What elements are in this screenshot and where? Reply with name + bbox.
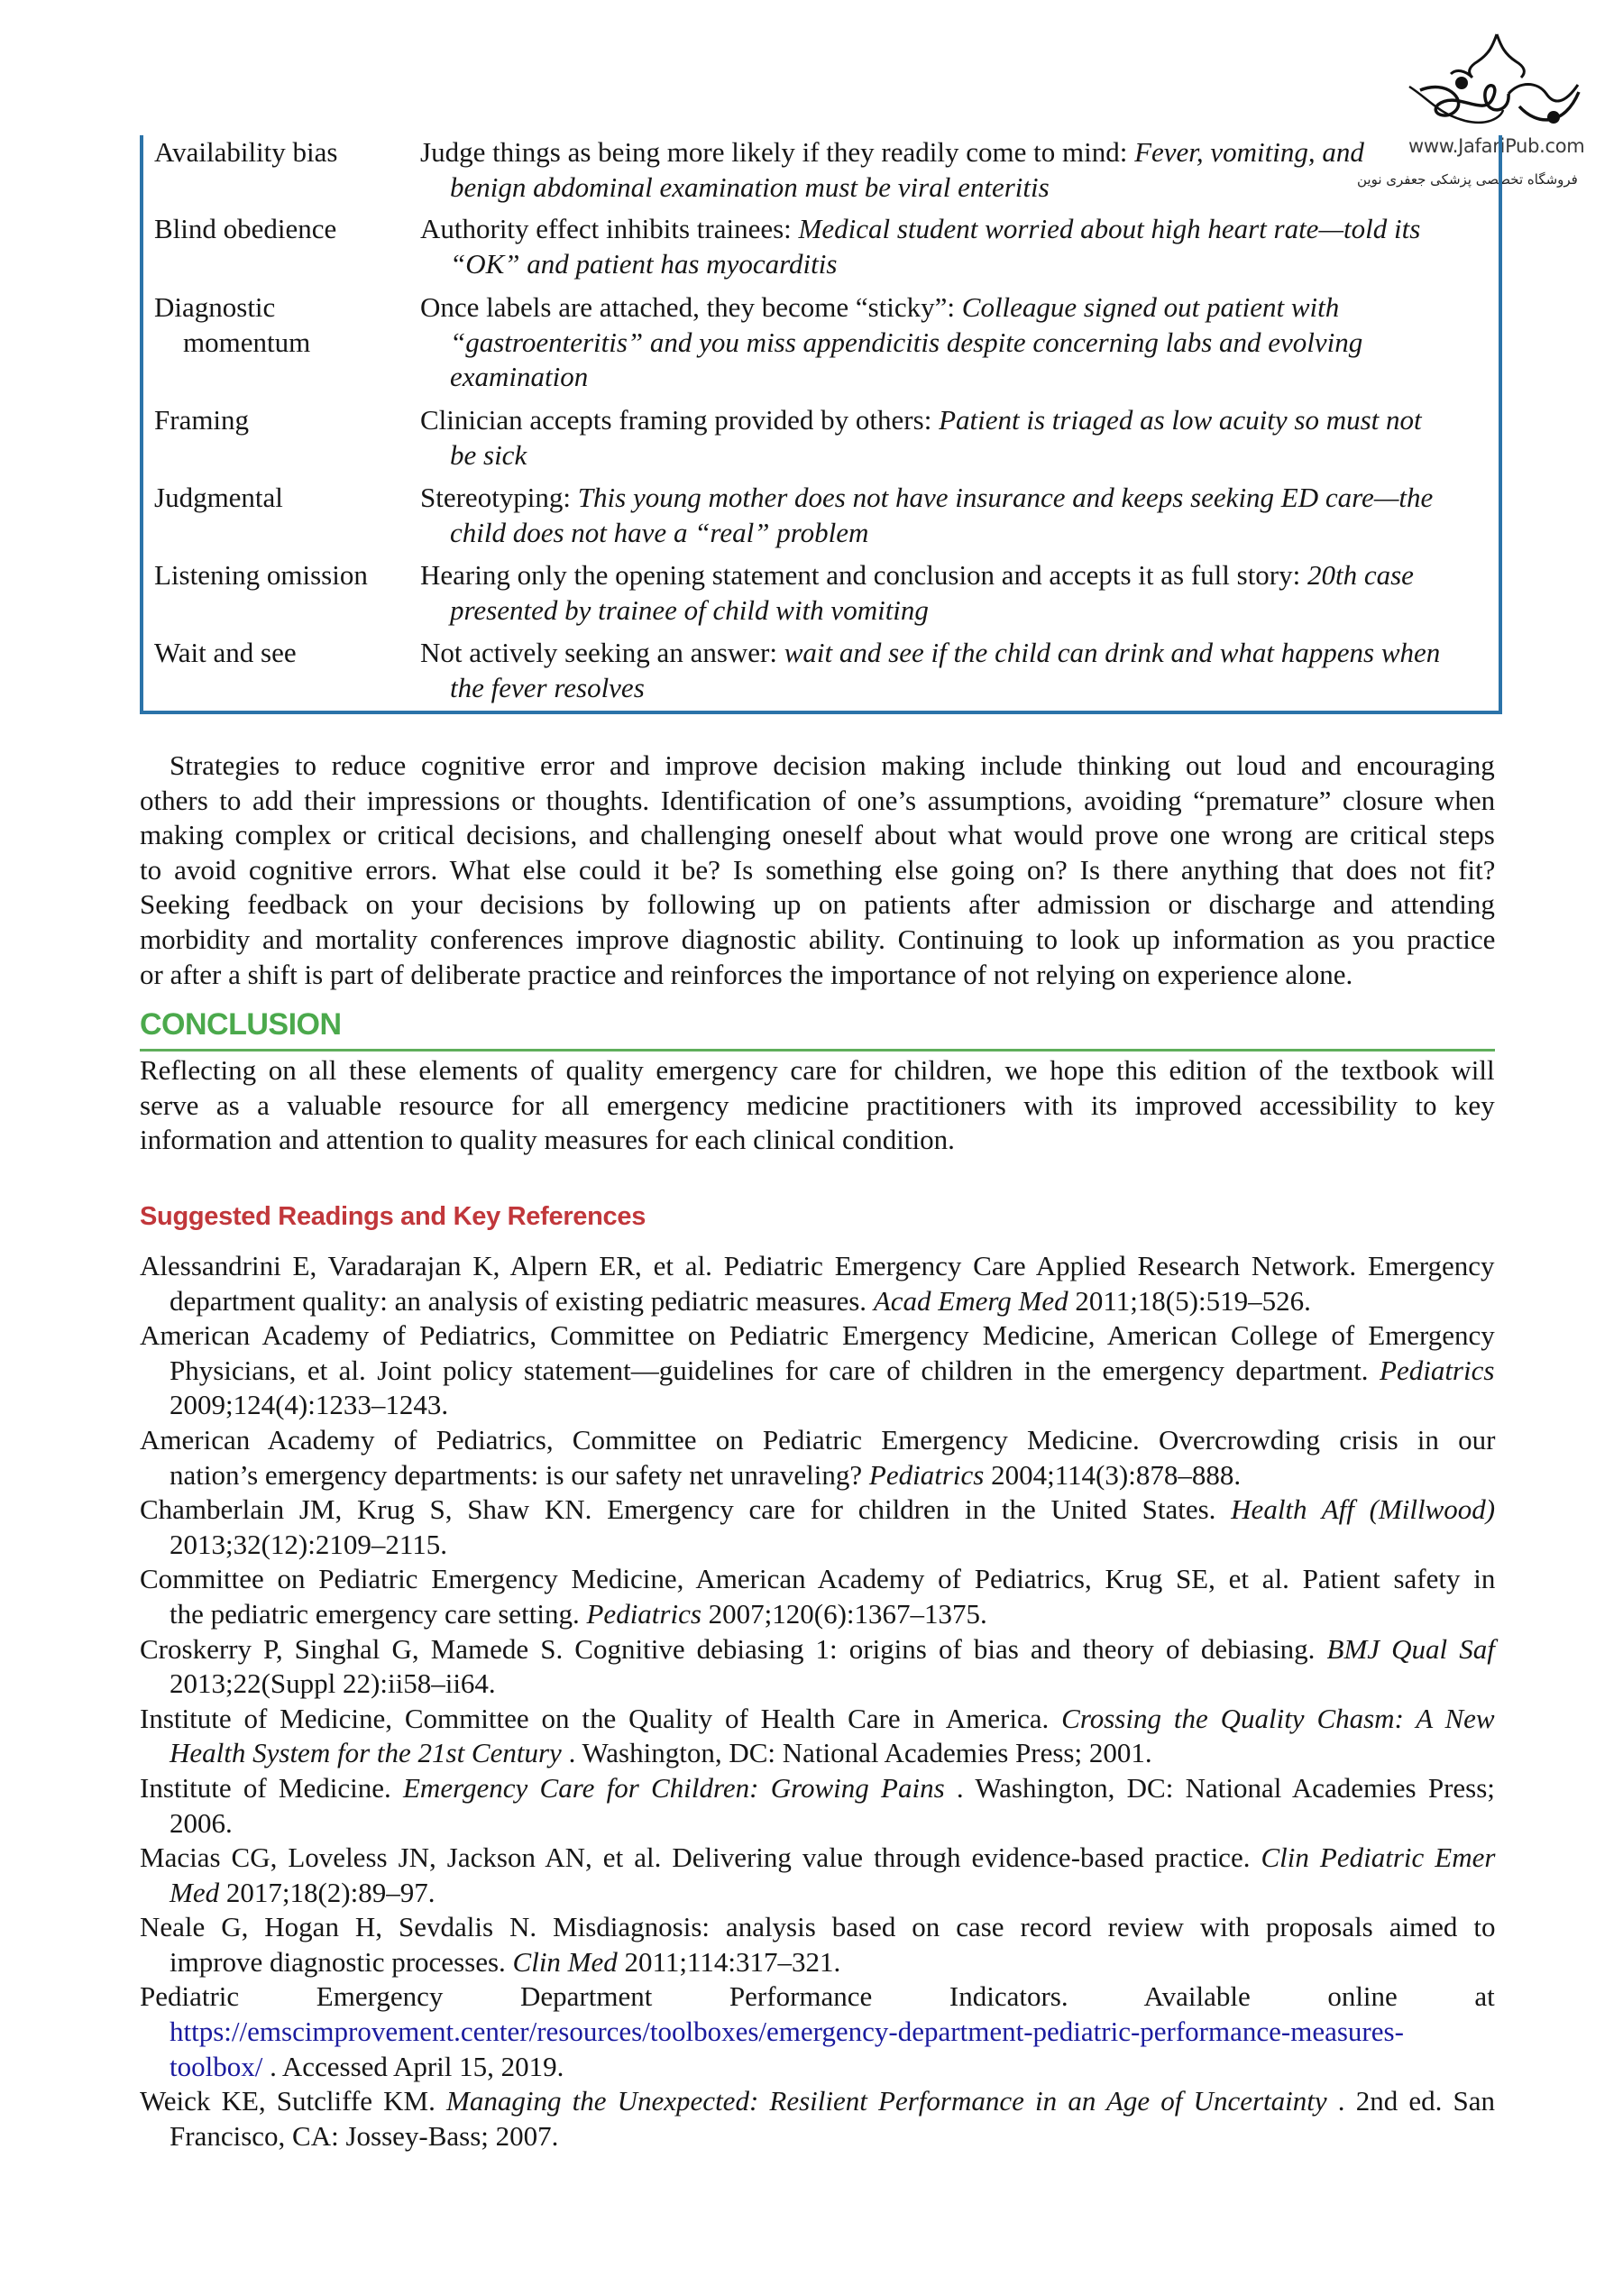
reference-item: Croskerry P, Singhal G, Mamede S. Cognitive debiasing 1: origins of bias and theory of debiasing. BMJ Qual Saf 2013;22(Suppl 22):ii58–ii64. bbox=[140, 1632, 1495, 1700]
bias-term: Diagnostic momentum bbox=[154, 291, 311, 358]
conclusion-heading: CONCLUSION bbox=[140, 1007, 342, 1042]
reference-item: Pediatric Emergency Department Performance Indicators. Available online at https://emscimprovement.center/resources/toolboxes/emergency-department-pediatric-performance-measures- toolbox/ . Accessed April 15, 2019. bbox=[140, 1980, 1495, 2082]
bias-description: Judge things as being more likely if they readily come to mind: Fever, vomiting, and benign abdominal examination must be viral enteritis bbox=[420, 136, 1364, 203]
conclusion-paragraph: Reflecting on all these elements of quality emergency care for children, we hope this edition of the textbook will serve as a valuable resource for all emergency medicine practitioners with its improved accessibility to key information and attention to quality measures for each clinical condition. bbox=[140, 1054, 1495, 1156]
reference-item: Alessandrini E, Varadarajan K, Alpern ER, et al. Pediatric Emergency Care Applied Research Network. Emergency department quality: an analysis of existing pediatric measures. Acad Emerg Med 2011;18(5):519–526. bbox=[140, 1250, 1495, 1317]
watermark-url: www.JafariPub.com bbox=[1408, 135, 1585, 157]
calligraphy-logo-icon bbox=[1402, 27, 1591, 135]
reference-url-link[interactable]: https://emscimprovement.center/resources/toolboxes/emergency-department-pediatric-performance-measures- bbox=[170, 2016, 1404, 2048]
bias-term: Availability bias bbox=[154, 136, 338, 168]
watermark-tagline: فروشگاه تخصصی پزشکی جعفری نوین bbox=[1357, 171, 1578, 188]
reference-item: American Academy of Pediatrics, Committee on Pediatric Emergency Medicine, American College of Emergency Physicians, et al. Joint policy statement—guidelines for care of children in the emergency department. Pediatrics 2009;124(4):1233–1243. bbox=[140, 1319, 1495, 1421]
conclusion-divider bbox=[140, 1049, 1495, 1052]
strategies-paragraph: Strategies to reduce cognitive error and improve decision making include thinking out loud and encouraging others to add their impressions or thoughts. Identification of one’s assumptions, avoiding “premature” closure when making complex or critical decisions, and challenging oneself about what would prove one wrong are critical steps to avoid cognitive errors. What else could it be? Is something else going on? Is there anything that does not fit? Seeking feedback on your decisions by following up on patients after admission or discharge and attending morbidity and mortality conferences improve diagnostic ability. Continuing to look up information as you practice or after a shift is part of deliberate practice and reinforces the importance of not relying on experience alone. bbox=[140, 749, 1496, 990]
reference-item: American Academy of Pediatrics, Committee on Pediatric Emergency Medicine. Overcrowding crisis in our nation’s emergency departments: is our safety net unraveling? Pediatrics 2004;114(3):878–888. bbox=[140, 1423, 1496, 1491]
bias-description: Once labels are attached, they become “sticky”: Colleague signed out patient with “gastroenteritis” and you miss appendicitis despite concerning labs and evolving examination bbox=[420, 291, 1363, 393]
reference-item: Institute of Medicine. Emergency Care for Children: Growing Pains . Washington, DC: National Academies Press; 2006. bbox=[140, 1771, 1495, 1839]
cognitive-bias-table bbox=[140, 135, 1502, 714]
bias-description: Authority effect inhibits trainees: Medical student worried about high heart rate—told its “OK” and patient has myocarditis bbox=[420, 213, 1421, 280]
bias-description: Clinician accepts framing provided by others: Patient is triaged as low acuity so must not be sick bbox=[420, 404, 1422, 471]
bias-term: Framing bbox=[154, 404, 250, 436]
references-heading: Suggested Readings and Key References bbox=[140, 1202, 646, 1231]
reference-list bbox=[140, 1249, 1495, 2154]
bias-term: Wait and see bbox=[154, 637, 297, 668]
bias-term: Judgmental bbox=[154, 482, 283, 513]
reference-item: Chamberlain JM, Krug S, Shaw KN. Emergency care for children in the United States. Health Aff (Millwood) 2013;32(12):2109–2115. bbox=[140, 1493, 1496, 1560]
bias-term: Listening omission bbox=[154, 559, 368, 591]
reference-item: Macias CG, Loveless JN, Jackson AN, et al. Delivering value through evidence-based practice. Clin Pediatric Emer Med 2017;18(2):89–97. bbox=[140, 1841, 1496, 1908]
reference-url-link-continued[interactable]: toolbox/ bbox=[170, 2050, 263, 2082]
reference-item: Weick KE, Sutcliffe KM. Managing the Unexpected: Resilient Performance in an Age of Uncertainty . 2nd ed. San Francisco, CA: Jossey-Bass; 2007. bbox=[140, 2085, 1496, 2152]
reference-item: Neale G, Hogan H, Sevdalis N. Misdiagnosis: analysis based on case record review with proposals aimed to improve diagnostic processes. Clin Med 2011;114:317–321. bbox=[140, 1911, 1496, 1978]
bias-description: Stereotyping: This young mother does not have insurance and keeps seeking ED care—the child does not have a “real” problem bbox=[420, 482, 1434, 548]
bias-description: Hearing only the opening statement and conclusion and accepts it as full story: 20th case presented by trainee of child with vomiting bbox=[420, 559, 1414, 626]
reference-item: Institute of Medicine, Committee on the Quality of Health Care in America. Crossing the Quality Chasm: A New Health System for the 21st Century . Washington, DC: National Academies Press; 2001. bbox=[140, 1702, 1495, 1769]
reference-item: Committee on Pediatric Emergency Medicine, American Academy of Pediatrics, Krug SE, et al. Patient safety in the pediatric emergency care setting. Pediatrics 2007;120(6):1367–1375. bbox=[140, 1563, 1496, 1630]
bias-term: Blind obedience bbox=[154, 213, 337, 244]
bias-description: Not actively seeking an answer: wait and see if the child can drink and what happens when the fever resolves bbox=[420, 637, 1441, 703]
